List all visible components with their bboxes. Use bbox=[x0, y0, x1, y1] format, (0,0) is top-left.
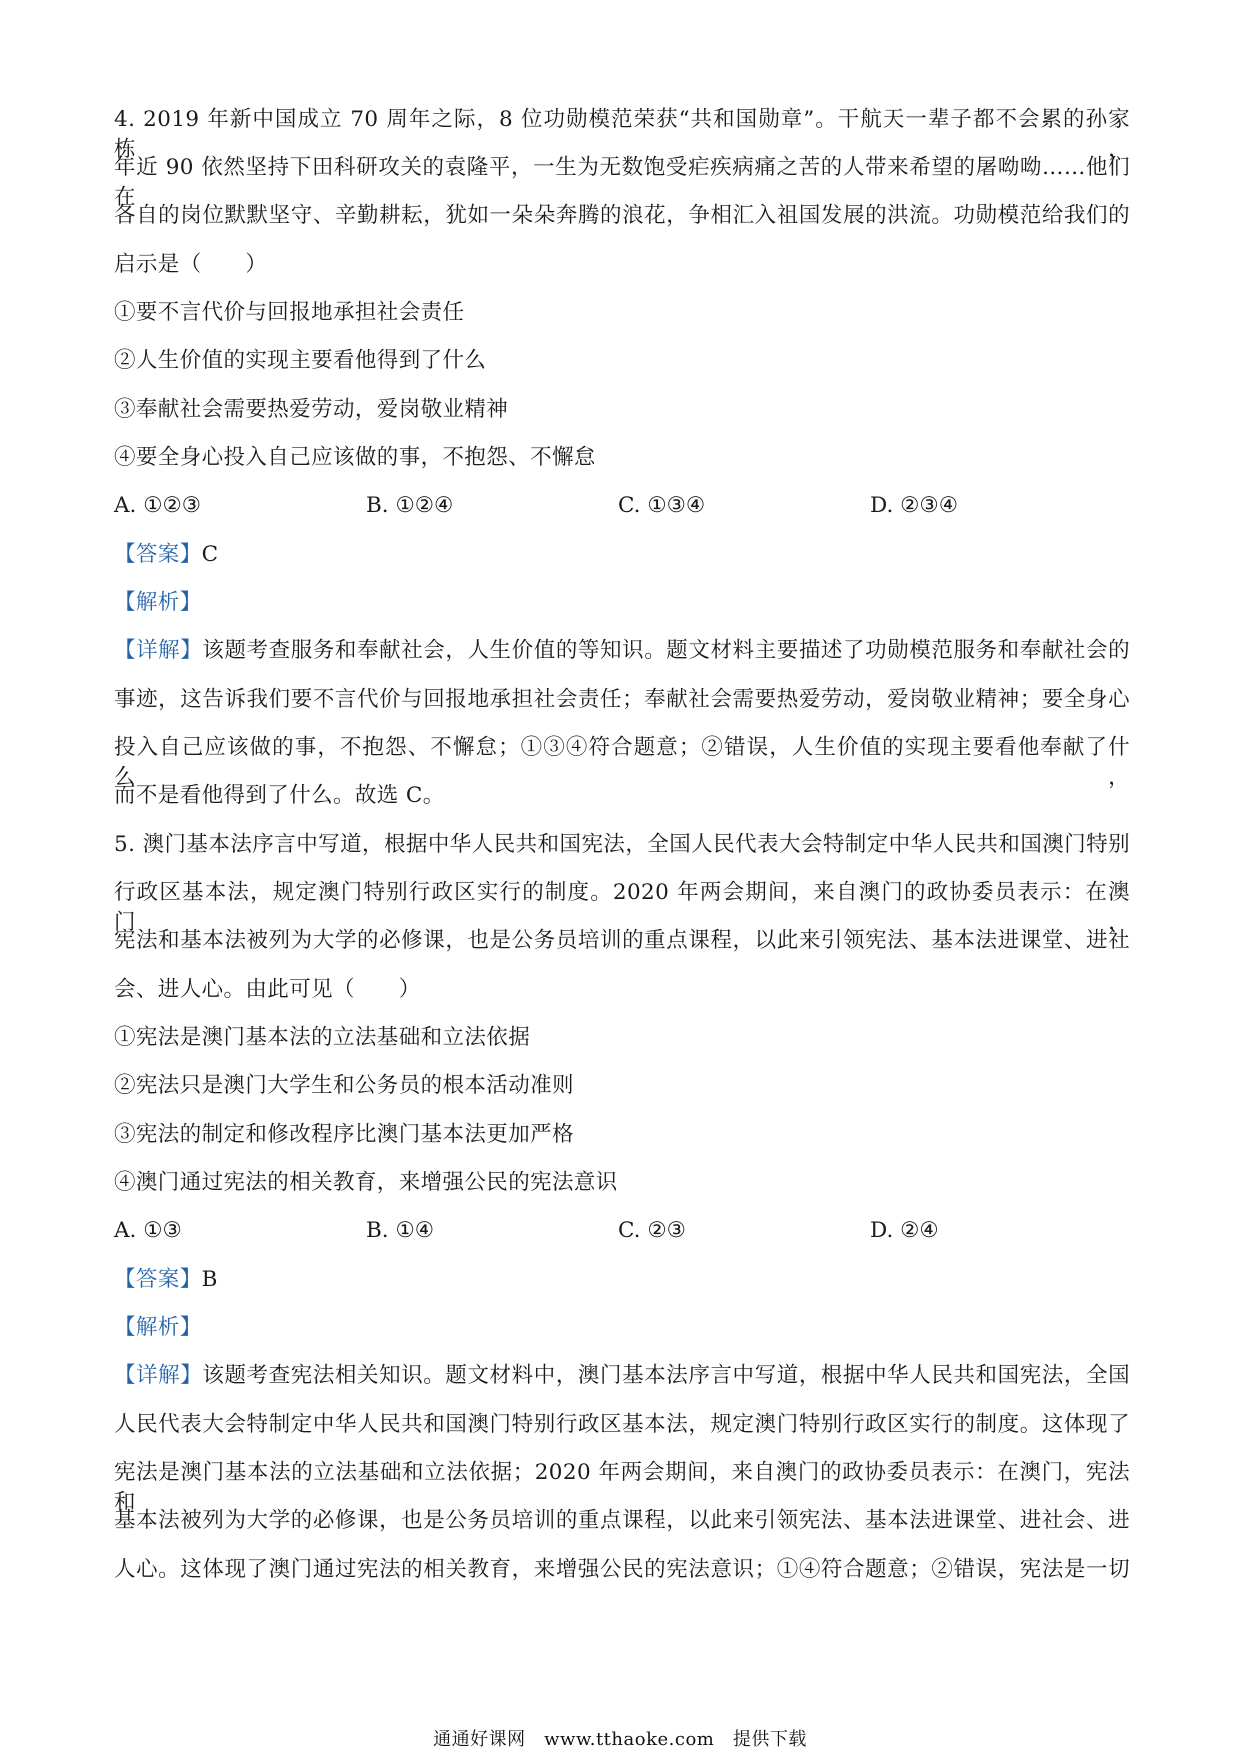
q5-stem-line-4: 会、进人心。由此可见（ ） bbox=[114, 977, 421, 1002]
q4-stem-line-4: 启示是（ ） bbox=[114, 252, 268, 277]
q5-analysis bbox=[114, 1313, 1130, 1343]
q5-analysis-tag: 【解析】 bbox=[114, 1315, 202, 1340]
q4-statement-1: ①要不言代价与回报地承担社会责任 bbox=[114, 300, 465, 325]
q4-statement-4: ④要全身心投入自己应该做的事，不抱怨、不懈怠 bbox=[114, 445, 596, 470]
q5-option-b: B. ①④ bbox=[366, 1218, 435, 1243]
q4-stem-line-2: 年近 90 依然坚持下田科研攻关的袁隆平，一生为无数饱受疟疾病痛之苦的人带来希望的屠呦呦……他们在 bbox=[114, 155, 1130, 210]
q5-detail-line-2: 人民代表大会特制定中华人民共和国澳门特别行政区基本法，规定澳门特别行政区实行的制度。这体现了 bbox=[114, 1412, 1130, 1437]
q4-detail-tag: 【详解】 bbox=[114, 638, 203, 663]
q5-option-a: A. ①③ bbox=[114, 1218, 182, 1243]
q5-stem-line-1: 5. 澳门基本法序言中写道，根据中华人民共和国宪法，全国人民代表大会特制定中华人民共和国澳门特别 bbox=[114, 832, 1130, 857]
q4-answer-value: C bbox=[201, 542, 219, 567]
q5-answer bbox=[114, 1265, 1130, 1295]
q5-detail-text-1: 该题考查宪法相关知识。题文材料中，澳门基本法序言中写道，根据中华人民共和国宪法，全国 bbox=[202, 1363, 1130, 1388]
q4-answer-tag: 【答案】 bbox=[114, 542, 202, 567]
q4-detail-line-3: 投入自己应该做的事，不抱怨、不懈怠；①③④符合题意；②错误，人生价值的实现主要看他奉献了什么， bbox=[114, 735, 1130, 790]
q4-detail-line-2: 事迹，这告诉我们要不言代价与回报地承担社会责任；奉献社会需要热爱劳动，爱岗敬业精神；要全身心 bbox=[114, 687, 1130, 712]
q5-statement-1: ①宪法是澳门基本法的立法基础和立法依据 bbox=[114, 1025, 531, 1050]
q4-analysis bbox=[114, 588, 1130, 618]
q4-statement-3: ③奉献社会需要热爱劳动，爱岗敬业精神 bbox=[114, 397, 509, 422]
q5-statement-3: ③宪法的制定和修改程序比澳门基本法更加严格 bbox=[114, 1122, 574, 1147]
q5-option-c: C. ②③ bbox=[618, 1218, 686, 1243]
q5-answer-value: B bbox=[201, 1267, 218, 1292]
q4-option-b: B. ①②④ bbox=[366, 493, 454, 518]
page-footer: 通通好课网 www.tthaoke.com 提供下载 bbox=[433, 1729, 807, 1750]
q4-stem-line-3: 各自的岗位默默坚守、辛勤耕耘，犹如一朵朵奔腾的浪花，争相汇入祖国发展的洪流。功勋模范给我们的 bbox=[114, 203, 1130, 228]
q5-answer-tag: 【答案】 bbox=[114, 1267, 202, 1292]
q4-option-a: A. ①②③ bbox=[114, 493, 202, 518]
q4-analysis-tag: 【解析】 bbox=[114, 590, 202, 615]
q5-detail-line-1 bbox=[114, 1361, 1130, 1391]
q5-detail-line-4: 基本法被列为大学的必修课，也是公务员培训的重点课程，以此来引领宪法、基本法进课堂、进社会、进 bbox=[114, 1508, 1130, 1533]
q5-detail-line-3: 宪法是澳门基本法的立法基础和立法依据；2020 年两会期间，来自澳门的政协委员表示：在澳门，宪法和 bbox=[114, 1460, 1130, 1515]
q4-option-d: D. ②③④ bbox=[870, 493, 958, 518]
q5-stem-line-3: 宪法和基本法被列为大学的必修课，也是公务员培训的重点课程，以此来引领宪法、基本法进课堂、进社 bbox=[114, 928, 1130, 953]
q5-option-d: D. ②④ bbox=[870, 1218, 939, 1243]
q4-detail-line-4: 而不是看他得到了什么。故选 C。 bbox=[114, 783, 445, 808]
q5-detail-line-5: 人心。这体现了澳门通过宪法的相关教育，来增强公民的宪法意识；①④符合题意；②错误，宪法是一切 bbox=[114, 1557, 1130, 1582]
q5-detail-tag: 【详解】 bbox=[114, 1363, 203, 1388]
q4-stem-line-1: 4. 2019 年新中国成立 70 周年之际，8 位功勋模范荣获“共和国勋章”。干航天一辈子都不会累的孙家栋， bbox=[114, 107, 1130, 162]
q4-statement-2: ②人生价值的实现主要看他得到了什么 bbox=[114, 348, 487, 373]
q5-statement-2: ②宪法只是澳门大学生和公务员的根本活动准则 bbox=[114, 1073, 574, 1098]
q4-answer bbox=[114, 540, 1130, 570]
q4-detail-text-1: 该题考查服务和奉献社会，人生价值的等知识。题文材料主要描述了功勋模范服务和奉献社会的 bbox=[202, 638, 1130, 663]
q4-detail-line-1 bbox=[114, 636, 1130, 666]
q4-option-c: C. ①③④ bbox=[618, 493, 706, 518]
q5-stem-line-2: 行政区基本法，规定澳门特别行政区实行的制度。2020 年两会期间，来自澳门的政协委员表示：在澳门， bbox=[114, 880, 1130, 935]
q5-statement-4: ④澳门通过宪法的相关教育，来增强公民的宪法意识 bbox=[114, 1170, 618, 1195]
